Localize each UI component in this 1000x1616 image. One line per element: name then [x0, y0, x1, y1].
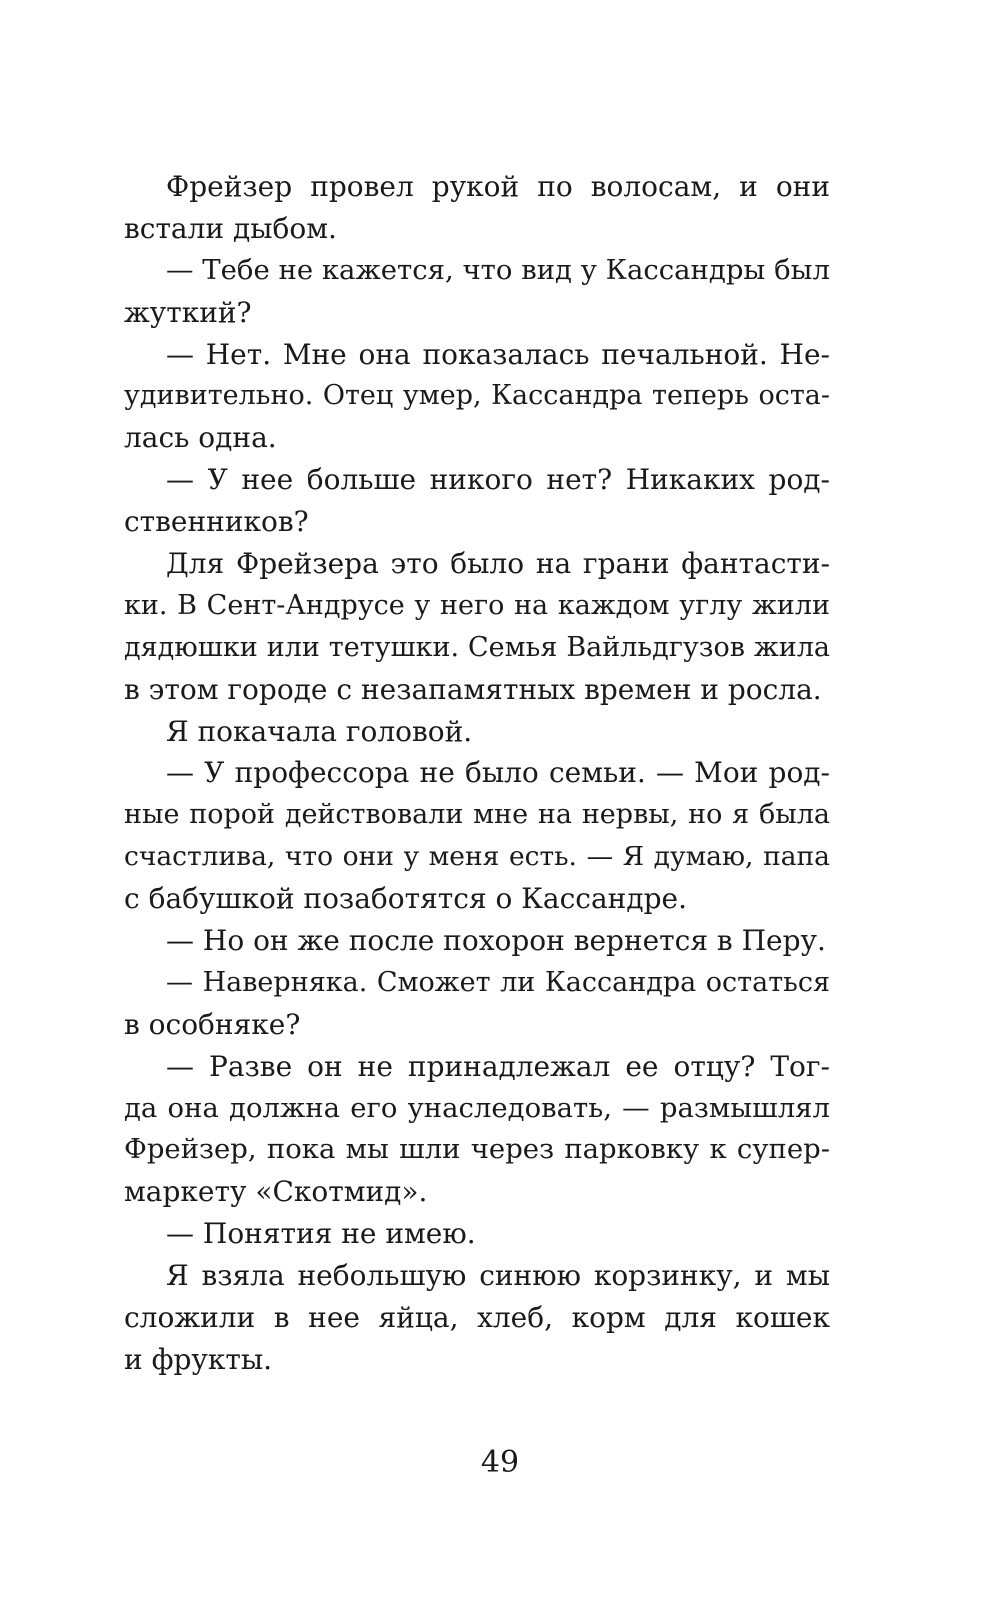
text-line: жуткий? [124, 295, 252, 329]
text-line: лась одна. [124, 421, 277, 455]
text-line: Фрейзер провел рукой по волосам, и они [166, 170, 830, 203]
page-number: 49 [480, 1445, 520, 1480]
text-line: ственников? [124, 505, 309, 539]
text-line: Я взяла небольшую синюю корзинку, и мы [166, 1259, 830, 1293]
text-line: ки. В Сент-Андрусе у него на каждом углу жили [124, 589, 830, 621]
text-line: счастлива, что они у меня есть. — Я думаю, папа [124, 841, 830, 873]
text-line: — Понятия не имею. [166, 1217, 476, 1251]
text-line: — У профессора не было семьи. — Мои род- [166, 756, 830, 790]
text-line: — Наверняка. Сможет ли Кассандра остаться [166, 966, 830, 998]
text-line: — Тебе не кажется, что вид у Кассандры был [166, 253, 830, 286]
text-line: — Нет. Мне она показалась печальной. Не- [166, 337, 830, 371]
text-line: ные порой действовали мне на нервы, но я была [124, 799, 830, 831]
text-line: — Но он же после похорон вернется в Перу. [166, 924, 826, 958]
text-line: Я покачала головой. [166, 714, 473, 748]
text-line: в особняке? [124, 1007, 301, 1041]
text-line: и фрукты. [124, 1342, 273, 1376]
text-line: в этом городе с незапамятных времен и росла. [124, 672, 822, 706]
text-line: да она должна его унаследовать, — размышлял [124, 1091, 830, 1124]
text-line: удивительно. Отец умер, Кассандра теперь оста- [124, 380, 830, 412]
text-line: с бабушкой позаботятся о Кассандре. [124, 882, 687, 916]
text-line: — У нее больше никого нет? Никаких род- [166, 463, 830, 497]
text-line: Для Фрейзера это было на грани фантасти- [166, 547, 830, 581]
text-line: дядюшки или тетушки. Семья Вайльдгузов жила [124, 631, 830, 663]
text-line: — Разве он не принадлежал ее отцу? Тог- [166, 1049, 830, 1083]
body-text [124, 166, 830, 1381]
text-line: сложили в нее яйца, хлеб, корм для кошек [124, 1301, 830, 1335]
text-line: маркету «Скотмид». [124, 1175, 428, 1209]
text-line: встали дыбом. [124, 211, 337, 245]
text-line: Фрейзер, пока мы шли через парковку к супер- [124, 1133, 830, 1166]
